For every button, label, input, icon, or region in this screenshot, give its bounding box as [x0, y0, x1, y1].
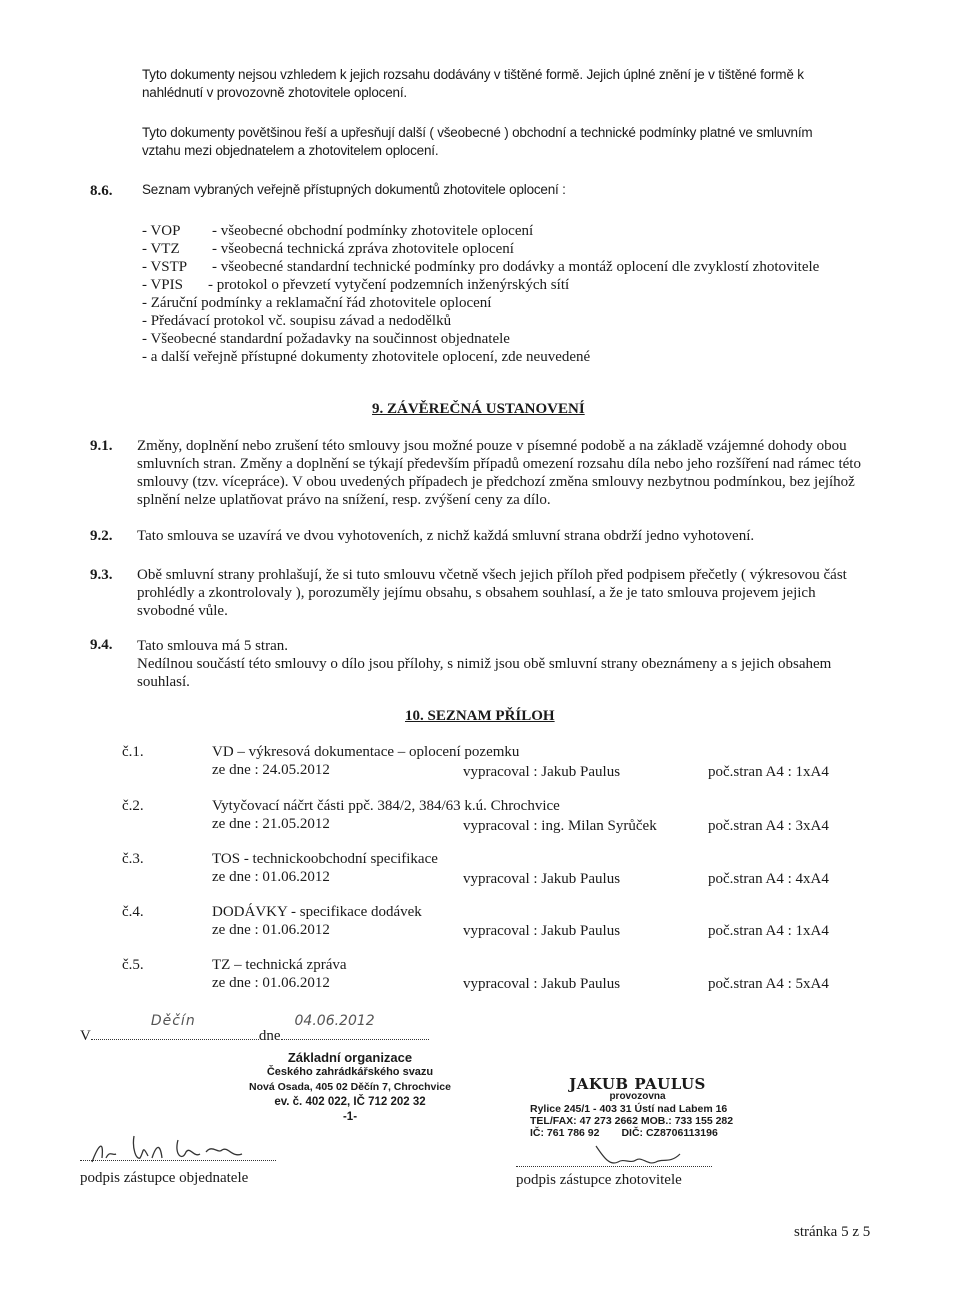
- client-signature: [82, 1128, 282, 1172]
- stamp-client: [245, 1050, 455, 1125]
- signature-line-client: [80, 1160, 276, 1161]
- attachment-name: VD – výkresová dokumentace – oplocení pozemku: [212, 744, 520, 760]
- clause-9-4-line2: Nedílnou součástí této smlouvy o dílo jsou přílohy, s nimiž jsou obě smluvní strany obeznámeny a s jejich obsahem souhlasí.: [137, 656, 832, 690]
- attachment-pages: poč.stran A4 : 1xA4: [708, 764, 829, 780]
- stamp-line: Základní organizace: [287, 1050, 413, 1065]
- attachment-date: ze dne : 24.05.2012: [212, 762, 330, 778]
- clause-9-2-text: Tato smlouva se uzavírá ve dvou vyhotoveních, z nichž každá smluvní strana obdrží jedno vyhotovení.: [137, 528, 755, 544]
- attachment-number: č.3.: [122, 851, 144, 867]
- attachment-author: vypracoval : ing. Milan Syrůček: [463, 818, 657, 834]
- list-item: [142, 276, 569, 294]
- stamp-line: provozovna: [609, 1091, 666, 1102]
- doc-abbr: - VPIS: [142, 277, 183, 293]
- list-item: [142, 258, 819, 276]
- attachment-number: č.4.: [122, 904, 144, 920]
- list-item: - Všeobecné standardní požadavky na součinnost objednatele: [142, 331, 510, 347]
- place-field: [91, 1013, 259, 1040]
- attachment-pages: poč.stran A4 : 1xA4: [708, 923, 829, 939]
- doc-description: - všeobecná technická zpráva zhotovitele oplocení: [212, 241, 514, 257]
- page-number: stránka 5 z 5: [794, 1224, 871, 1240]
- doc-abbr: - VOP: [142, 223, 181, 239]
- date-handwritten: 04.06.2012: [294, 1013, 375, 1029]
- attachment-pages: poč.stran A4 : 5xA4: [708, 976, 829, 992]
- clause-9-4-line1: Tato smlouva má 5 stran.: [137, 638, 289, 654]
- clause-9-3-text: Obě smluvní strany prohlašují, že si tuto smlouvu včetně všech jejich příloh před podpisem přečetly ( výkresovou část prohlédly a zkontrolovaly ), porozuměly jejímu obsahu, s obsahem souhlasí, a že je tato smlouva projevem jejich svobodné vůle.: [137, 567, 847, 619]
- stamp-line: Rylice 245/1 - 403 31 Ústí nad Labem 16: [530, 1103, 728, 1115]
- doc-description: - protokol o převzetí vytyčení podzemních inženýrských sítí: [208, 277, 570, 293]
- attachment-date: ze dne : 21.05.2012: [212, 816, 330, 832]
- clause-number: 9.4.: [90, 637, 113, 653]
- list-item: - Předávací protokol vč. soupisu závad a nedodělků: [142, 313, 452, 329]
- section-9-heading: 9. ZÁVĚREČNÁ USTANOVENÍ: [372, 401, 585, 417]
- signature-label-client: podpis zástupce objednatele: [80, 1170, 249, 1186]
- attachment-name: TZ – technická zpráva: [212, 957, 347, 973]
- stamp-contractor: [530, 1075, 745, 1139]
- section-number-8-6: 8.6.: [90, 183, 113, 199]
- attachment-date: ze dne : 01.06.2012: [212, 869, 330, 885]
- clause-number: 9.1.: [90, 438, 113, 454]
- clause-number: 9.3.: [90, 567, 113, 583]
- list-item: - a další veřejně přístupné dokumenty zhotovitele oplocení, zde neuvedené: [142, 349, 591, 365]
- list-item: - Záruční podmínky a reklamační řád zhotovitele oplocení: [142, 295, 492, 311]
- attachment-name: TOS - technickoobchodní specifikace: [212, 851, 438, 867]
- doc-description: - všeobecné obchodní podmínky zhotovitele oplocení: [212, 223, 534, 239]
- intro-paragraph-2: Tyto dokumenty povětšinou řeší a upřesňují další ( všeobecné ) obchodní a technické podmínky platné ve smluvním vztahu mezi objednatelem a zhotovitelem oplocení.: [142, 125, 813, 158]
- stamp-line: Nová Osada, 405 02 Děčín 7, Chrochvice: [249, 1081, 451, 1093]
- attachment-name: DODÁVKY - specifikace dodávek: [212, 904, 422, 920]
- attachment-author: vypracoval : Jakub Paulus: [463, 871, 621, 887]
- attachment-author: vypracoval : Jakub Paulus: [463, 976, 621, 992]
- clause-number: 9.2.: [90, 528, 113, 544]
- signature-line-contractor: [516, 1166, 712, 1167]
- attachment-pages: poč.stran A4 : 3xA4: [708, 818, 829, 834]
- attachment-author: vypracoval : Jakub Paulus: [463, 764, 621, 780]
- date-label: dne: [258, 1028, 281, 1044]
- place-handwritten: Děčín: [150, 1013, 196, 1029]
- stamp-company-name: JAKUB PAULUS: [569, 1075, 706, 1093]
- attachment-number: č.5.: [122, 957, 144, 973]
- stamp-line: Českého zahrádkářského svazu: [266, 1066, 434, 1078]
- doc-description: - všeobecné standardní technické podmínky pro dodávky a montáž oplocení dle zvyklostí zhotovitele: [212, 259, 820, 275]
- attachment-name: Vytyčovací náčrt části ppč. 384/2, 384/63 k.ú. Chrochvice: [212, 798, 560, 814]
- attachment-date: ze dne : 01.06.2012: [212, 922, 330, 938]
- clause-9-1-text: Změny, doplnění nebo zrušení této smlouvy jsou možné pouze v písemné podobě a na základě vzájemné dohody obou smluvních stran. Změny a doplnění se týkají především případů omezení rozsahu díla nebo jeho rozšíření nad rámec této smlouvy (tzv. vícepráce). V obou uvedených případech je předchozí změna smlouvy nezbytnou podmínkou, bez jejíhož splnění nelze uplatňovat právo na snížení, resp. zvýšení ceny za dílo.: [137, 438, 861, 508]
- list-item: [142, 222, 533, 240]
- section-10-heading: 10. SEZNAM PŘÍLOH: [405, 708, 555, 724]
- stamp-line: TEL/FAX: 47 273 2662 MOB.: 733 155 282: [530, 1115, 734, 1127]
- section-8-6-title: Seznam vybraných veřejně přístupných dokumentů zhotovitele oplocení :: [142, 182, 566, 197]
- attachment-number: č.1.: [122, 744, 144, 760]
- stamp-line: IČ: 761 786 92: [530, 1127, 600, 1139]
- attachment-author: vypracoval : Jakub Paulus: [463, 923, 621, 939]
- stamp-line: ev. č. 402 022, IČ 712 202 32: [274, 1096, 426, 1108]
- intro-paragraph-1: Tyto dokumenty nejsou vzhledem k jejich rozsahu dodávány v tištěné formě. Jejich úplné znění je v tištěné formě k nahlédnutí v provozovně zhotovitele oplocení.: [142, 67, 804, 100]
- list-item: [142, 240, 514, 258]
- signature-label-contractor: podpis zástupce zhotovitele: [516, 1172, 682, 1188]
- attachment-pages: poč.stran A4 : 4xA4: [708, 871, 829, 887]
- signing-place-date: [80, 1013, 429, 1045]
- place-label: V: [80, 1028, 91, 1044]
- attachment-date: ze dne : 01.06.2012: [212, 975, 330, 991]
- date-field: [281, 1013, 429, 1040]
- stamp-line: DIČ: CZ8706113196: [621, 1127, 718, 1139]
- stamp-line: -1-: [342, 1111, 358, 1123]
- doc-abbr: - VSTP: [142, 259, 188, 275]
- doc-abbr: - VTZ: [142, 241, 180, 257]
- attachment-number: č.2.: [122, 798, 144, 814]
